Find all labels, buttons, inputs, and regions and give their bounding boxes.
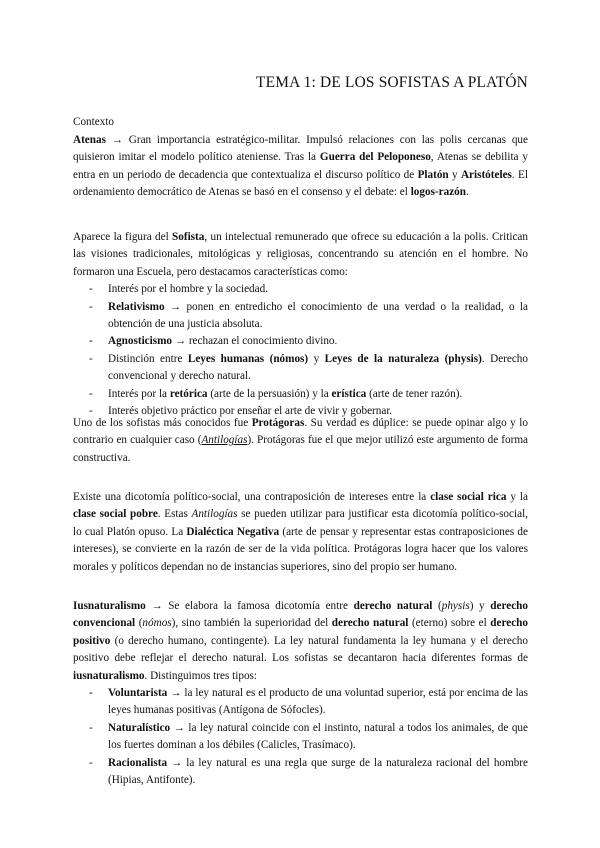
term-sofista: Sofista [172, 231, 205, 243]
paragraph-sofista [73, 229, 528, 281]
term-clase-rica: clase social rica [430, 491, 507, 503]
text-span: y [448, 168, 461, 181]
list-item [73, 351, 528, 386]
term-naturalistico: Naturalístico [108, 721, 171, 734]
list-item [73, 299, 528, 334]
text-span: Uno de los sofistas más conocidos fue [73, 417, 252, 429]
list-item [73, 386, 528, 403]
text-span: (o derecho humano, contingente). La ley natural fundamenta la ley humana y el derecho positivo debe reflejar el derecho natural. Los sofistas se decantaron hacia diferentes formas de [73, 634, 528, 665]
term-protagoras: Protágoras [251, 417, 305, 429]
text-span: , Atenas se debilita y entra en un periodo de decadencia que contextualiza el discurso político de [73, 151, 528, 181]
text-span: → rechazan el conocimiento divino. [172, 335, 338, 348]
list-item [73, 720, 528, 755]
text-span: ( [432, 600, 442, 612]
arrow-glyph: → [111, 134, 123, 146]
text-span: → Se elabora la famosa dicotomía entre [145, 600, 354, 612]
section-sofista [73, 229, 528, 420]
section-heading-contexto: Contexto [73, 116, 115, 128]
text-span: → la ley natural es una regla que surge de la naturaleza racional del hombre (Hipias, Antifonte). [108, 756, 528, 787]
text-span: ), sino también la superioridad del [171, 617, 332, 630]
term-atenas: Atenas [73, 134, 106, 146]
term-aristoteles: Aristóteles [460, 168, 512, 181]
text-span: se pueden utilizar para justificar esta dicotomía político-social, lo cual Platón opuso. La [73, 508, 528, 538]
text-span: y la [506, 491, 529, 503]
list-tipos-iusnaturalismo [73, 685, 528, 789]
term-iusnaturalismo: Iusnaturalismo [73, 600, 146, 612]
text-span: Existe una dicotomía político-social, una contraposición de intereses entre la [73, 491, 431, 503]
term-derecho-positivo: derecho positivo [73, 617, 528, 647]
text-span: ) y [469, 600, 491, 612]
term-leyes-humanas: Leyes humanas (nómos) [187, 352, 309, 365]
text-span: Interés objetivo práctico por enseñar el arte de vivir y gobernar. [108, 405, 393, 418]
term-eristica: erística [331, 387, 367, 400]
term-nomos: nómos [142, 617, 172, 630]
term-retorica: retórica [169, 387, 208, 400]
text-span: ( [135, 617, 143, 630]
text-span: → la ley natural es el producto de una voluntad superior, está por encima de las leyes humanas positivas (Antígona de Sófocles). [108, 687, 528, 717]
term-leyes-naturaleza: Leyes de la naturaleza (physis) [324, 352, 482, 365]
term-clase-pobre: clase social pobre [73, 508, 158, 521]
term-logos-razon: logos-razón [410, 186, 466, 199]
term-antilogias: Antilogías [191, 508, 238, 521]
term-racionalista: Racionalista [108, 756, 168, 769]
term-agnosticismo: Agnosticismo [108, 335, 173, 348]
term-physis: physis [441, 600, 470, 612]
term-antilogias-link: Antilogías [201, 434, 248, 447]
text-span: . [466, 186, 469, 199]
text-span: y [308, 352, 325, 365]
term-guerra-peloponeso: Guerra del Peloponeso [319, 151, 431, 164]
term-platon: Platón [417, 168, 449, 181]
list-item [73, 281, 528, 298]
text-span: , un intelectual remunerado que ofrece su educación a la polis. Critican las visiones tradicionales, mitológicas y religiosas, concentrando su atención en el hombre. No formaron una Escuela, pero destacamos características como: [73, 231, 528, 278]
text-span: Gran importancia estratégico-militar. Impulsó relaciones con las polis cercanas que quisieron imitar el modelo político ateniense. Tras la [73, 134, 528, 164]
paragraph-dicotomia [73, 489, 528, 576]
text-span: Distinción entre [108, 352, 188, 365]
list-item [73, 333, 528, 350]
list-item [73, 685, 528, 720]
term-derecho-natural: derecho natural [353, 600, 433, 612]
term-derecho-convencional: derecho convencional [73, 600, 528, 630]
text-span: → la ley natural coincide con el instinto, natural a todos los animales, de que los fuertes dominan a los débiles (Calicles, Trasímaco). [108, 721, 528, 752]
text-span: . Derecho convencional y derecho natural. [108, 352, 528, 383]
term-derecho-natural: derecho natural [331, 617, 409, 630]
list-item [73, 755, 528, 790]
text-span: → ponen en entredicho el conocimiento de una verdad o la realidad, o la obtención de una justicia absoluta. [108, 300, 528, 331]
text-span: (arte de tener razón). [366, 387, 463, 400]
term-relativismo: Relativismo [108, 300, 165, 313]
section-iusnaturalismo [73, 598, 528, 789]
text-span: ). Protágoras fue el que mejor utilizó este argumento de forma constructiva. [73, 434, 528, 464]
text-span: (arte de la persuasión) y la [207, 387, 332, 400]
paragraph-iusnaturalismo [73, 598, 528, 685]
text-span: . El ordenamiento democrático de Atenas se basó en el consenso y el debate: el [73, 168, 528, 199]
paragraph-atenas [73, 132, 528, 202]
text-span: Aparece la figura del [73, 231, 173, 243]
term-iusnaturalismo: iusnaturalismo [73, 669, 145, 682]
text-span: . Su verdad es dúplice: se puede opinar algo y lo contrario en cualquier caso ( [73, 417, 528, 447]
text-span: (eterno) sobre el [408, 617, 491, 630]
page-title: TEMA 1: DE LOS SOFISTAS A PLATÓN [256, 74, 528, 91]
text-span: Interés por el hombre y la sociedad. [108, 283, 268, 296]
text-span: Interés por la [108, 387, 170, 400]
text-span: (arte de pensar y representar estas contraposiciones de intereses), se convierte en la razón de ser de la vida política. Protágoras logra hacer que los valores morales y políticos dependan no de instancias superiores, sino del propio ser humano. [73, 525, 528, 573]
list-caracteristicas [73, 281, 528, 420]
term-dialectica-negativa: Dialéctica Negativa [186, 525, 280, 538]
paragraph-protagoras [73, 415, 528, 467]
term-voluntarista: Voluntarista [108, 687, 168, 700]
text-span: . Distinguimos tres tipos: [144, 669, 258, 682]
text-span: . Estas [157, 508, 192, 521]
